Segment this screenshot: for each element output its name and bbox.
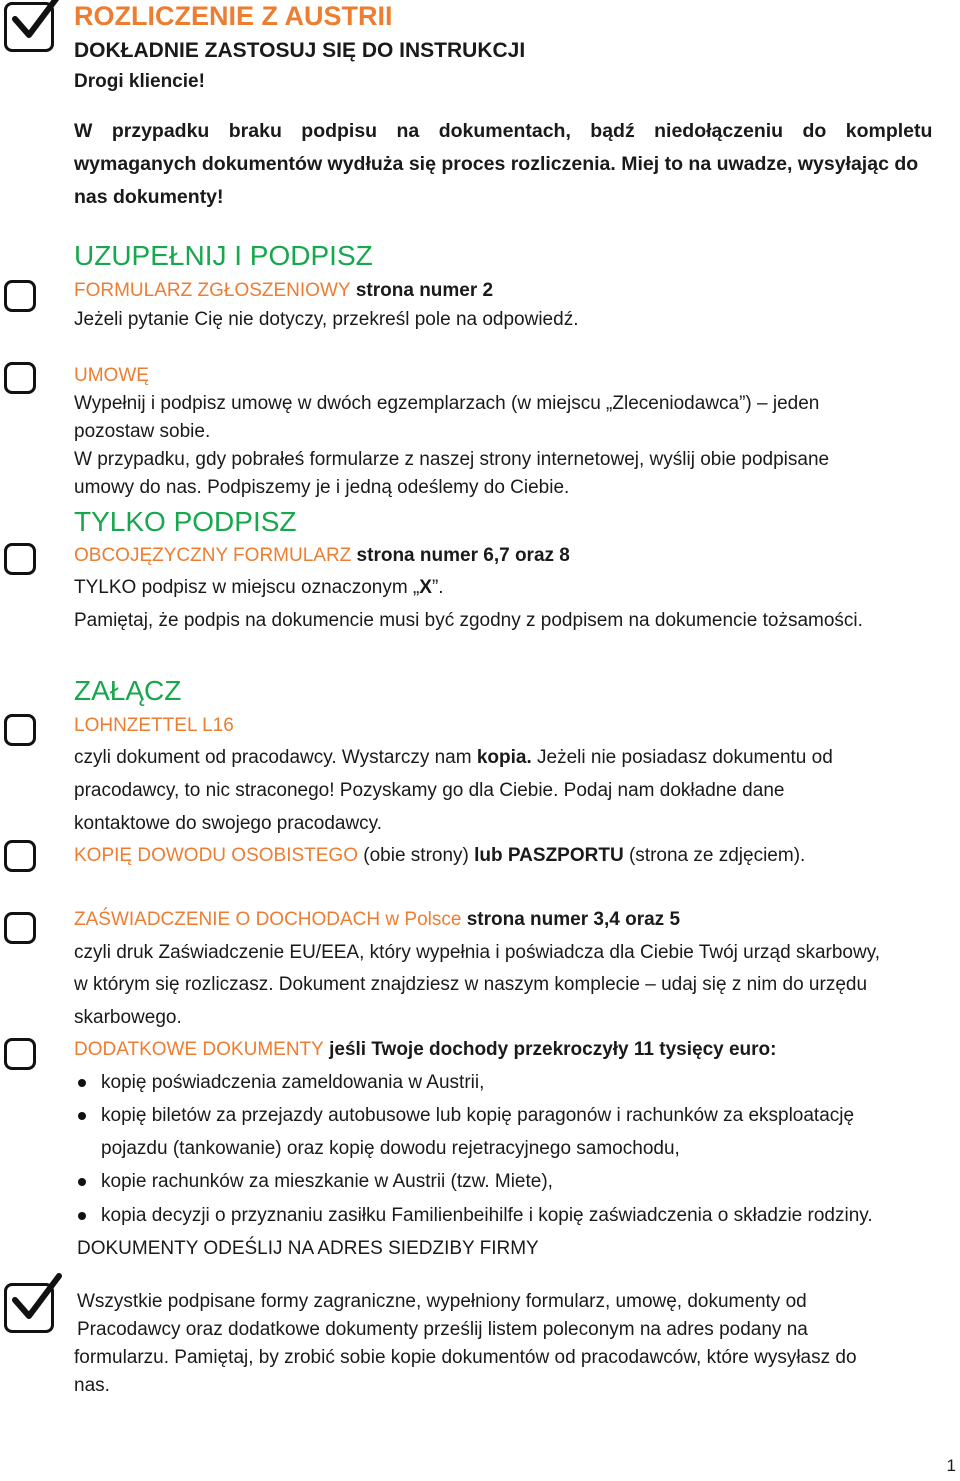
text: (strona ze zdjęciem). <box>623 845 806 866</box>
bullet-icon <box>78 1079 86 1087</box>
bullet-icon <box>78 1112 86 1120</box>
form-line <box>74 546 570 565</box>
section-heading: ZAŁĄCZ <box>74 675 182 706</box>
doc-name: DODATKOWE DOKUMENTY <box>74 1039 324 1060</box>
text: kopia. <box>476 747 532 768</box>
section-heading: TYLKO PODPISZ <box>74 506 297 537</box>
page-subtitle: DOKŁADNIE ZASTOSUJ SIĘ DO INSTRUKCJI <box>74 39 526 62</box>
checkbox-dodatkowe[interactable] <box>4 1038 36 1070</box>
doc-name: KOPIĘ DOWODU OSOBISTEGO <box>74 845 358 866</box>
list-item: kopie rachunków za mieszkanie w Austrii (tzw. Miete), <box>101 1171 553 1192</box>
list-item: kopię biletów za przejazdy autobusowe lub kopię paragonów i rachunków za eksploatację <box>101 1105 855 1126</box>
text: TYLKO podpisz w miejscu oznaczonym „ <box>74 577 420 598</box>
list-item: kopię poświadczenia zameldowania w Austrii, <box>101 1072 485 1093</box>
bullet-icon <box>78 1178 86 1186</box>
form-name: FORMULARZ ZGŁOSZENIOWY <box>74 280 351 301</box>
text: czyli dokument od pracodawcy. Wystarczy nam <box>74 747 477 768</box>
intro-line: nas dokumenty! <box>74 186 224 208</box>
body-line: skarbowego. <box>74 1007 182 1028</box>
text: (obie strony) <box>357 845 475 866</box>
section-heading: UMOWĘ <box>74 365 149 386</box>
body-line: nas. <box>74 1375 110 1396</box>
checkbox-formularz[interactable] <box>4 280 36 312</box>
form-line <box>74 910 680 929</box>
section-heading: UZUPEŁNIJ I PODPISZ <box>74 240 373 271</box>
checkbox-dowod[interactable] <box>4 840 36 872</box>
checkbox-lohnzettel[interactable] <box>4 714 36 746</box>
form-page: strona numer 6,7 oraz 8 <box>351 545 570 566</box>
x-mark: X <box>419 577 432 598</box>
body-line: Pamiętaj, że podpis na dokumencie musi być zgodny z podpisem na dokumencie tożsamości. <box>74 610 863 631</box>
body-line <box>74 578 444 597</box>
checkbox-zaswiadczenie[interactable] <box>4 912 36 944</box>
checked-box-icon <box>4 2 54 52</box>
page-number: 1 <box>946 1456 956 1475</box>
page-title: ROZLICZENIE Z AUSTRII <box>74 1 393 31</box>
body-line: W przypadku, gdy pobrałeś formularze z naszej strony internetowej, wyślij obie podpisane <box>74 449 830 470</box>
checked-box-icon <box>4 1283 54 1333</box>
body-line: kontaktowe do swojego pracodawcy. <box>74 813 383 834</box>
body-line <box>74 748 833 767</box>
id-line <box>74 846 805 865</box>
doc-name: ZAŚWIADCZENIE O DOCHODACH w Polsce <box>74 909 462 930</box>
body-line: formularzu. Pamiętaj, by zrobić sobie kopie dokumentów od pracodawców, które wysyłasz do <box>74 1347 857 1368</box>
checkbox-obcojezyczny[interactable] <box>4 543 36 575</box>
body-line: Wszystkie podpisane formy zagraniczne, wypełniony formularz, umowę, dokumenty od <box>77 1291 807 1312</box>
checkbox-umowa[interactable] <box>4 362 36 394</box>
body-line: czyli druk Zaświadczenie EU/EEA, który wypełnia i poświadcza dla Ciebie Twój urząd skarbowy, <box>74 942 881 963</box>
body-line: Wypełnij i podpisz umowę w dwóch egzemplarzach (w miejscu „Zleceniodawca”) – jeden <box>74 393 820 414</box>
list-item: kopia decyzji o przyznaniu zasiłku Familienbeihilfe i kopię zaświadczenia o składzie rodziny. <box>101 1205 873 1226</box>
note: Jeżeli pytanie Cię nie dotyczy, przekreśl pole na odpowiedź. <box>74 309 579 330</box>
section-heading: DOKUMENTY ODEŚLIJ NA ADRES SIEDZIBY FIRMY <box>77 1238 539 1259</box>
form-line <box>74 281 493 300</box>
text: lub PASZPORTU <box>474 845 624 866</box>
body-line: umowy do nas. Podpiszemy je i jedną odeślemy do Ciebie. <box>74 477 570 498</box>
intro-line: wymaganych dokumentów wydłuża się proces rozliczenia. Miej to na uwadze, wysyłając do <box>74 153 919 175</box>
form-page: strona numer 3,4 oraz 5 <box>461 909 681 930</box>
text: ”. <box>431 577 444 598</box>
list-item-continuation: pojazdu (tankowanie) oraz kopię dowodu rejetracyjnego samochodu, <box>101 1138 680 1159</box>
body-line: pozostaw sobie. <box>74 421 211 442</box>
text: jeśli Twoje dochody przekroczyły 11 tysięcy euro: <box>323 1039 777 1060</box>
intro-line: W przypadku braku podpisu na dokumentach, bądź niedołączeniu do kompletu <box>74 120 933 142</box>
doc-name: LOHNZETTEL L16 <box>74 715 234 736</box>
form-name: OBCOJĘZYCZNY FORMULARZ <box>74 545 352 566</box>
body-line: Pracodawcy oraz dodatkowe dokumenty prześlij listem poleconym na adres podany na <box>77 1319 808 1340</box>
greeting: Drogi kliencie! <box>74 71 205 92</box>
body-line: pracodawcy, to nic straconego! Pozyskamy go dla Ciebie. Podaj nam dokładne dane <box>74 780 785 801</box>
text: Jeżeli nie posiadasz dokumentu od <box>531 747 833 768</box>
body-line: w którym się rozliczasz. Dokument znajdziesz w naszym komplecie – udaj się z nim do urzędu <box>74 974 868 995</box>
form-line <box>74 1040 776 1059</box>
bullet-icon <box>78 1212 86 1220</box>
form-page: strona numer 2 <box>350 280 494 301</box>
